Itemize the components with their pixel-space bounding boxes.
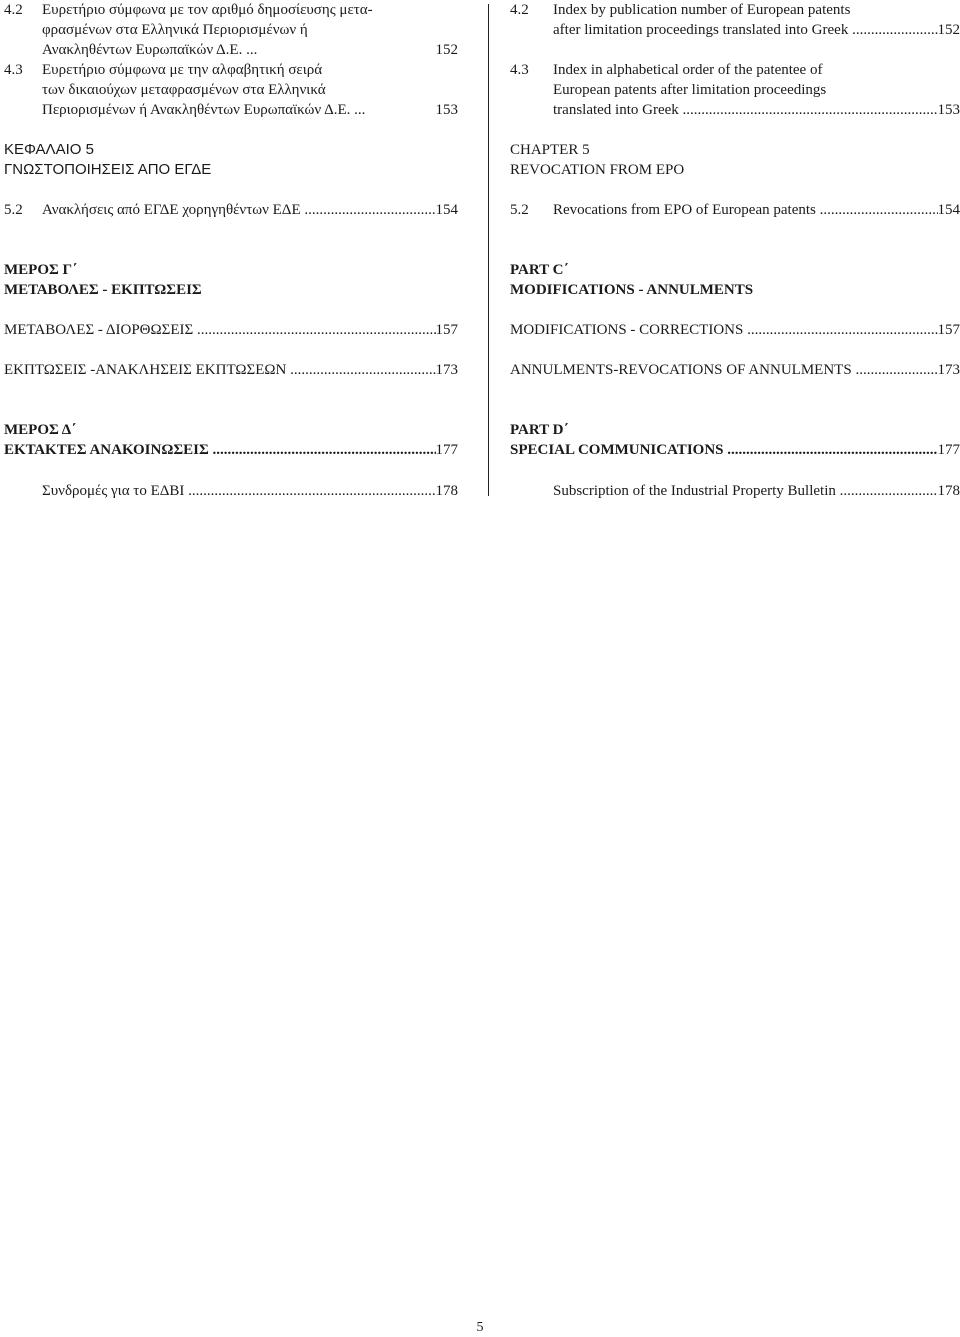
entry-text: SPECIAL COMMUNICATIONS ..... bbox=[510, 440, 938, 460]
entry-page: 178 bbox=[937, 483, 960, 499]
entry-number: 4.3 bbox=[4, 62, 23, 78]
entry-page: 152 bbox=[937, 22, 960, 38]
entry-number: 5.2 bbox=[4, 202, 23, 218]
entry-text: Ανακληθέντων Ευρωπαϊκών Δ.Ε. ... bbox=[42, 42, 258, 58]
toc-entry-4-3-gr[interactable] bbox=[4, 60, 458, 80]
toc-entry-4-2-en[interactable] bbox=[510, 0, 960, 20]
toc-entry-4-3-en[interactable] bbox=[510, 60, 960, 80]
toc-entry-5-2-gr[interactable] bbox=[4, 200, 458, 220]
entry-page: 157 bbox=[435, 322, 458, 338]
entry-page: 154 bbox=[937, 202, 960, 218]
part-c-title-en: MODIFICATIONS - ANNULMENTS bbox=[510, 282, 754, 298]
entry-page: 157 bbox=[937, 322, 960, 338]
entry-page: 153 bbox=[937, 102, 960, 118]
entry-page: 178 bbox=[435, 483, 458, 499]
toc-entry-subscription-en[interactable] bbox=[510, 481, 960, 501]
entry-text: ΜΕΤΑΒΟΛΕΣ - ΔΙΟΡΘΩΣΕΙΣ ..... bbox=[4, 320, 436, 340]
entry-number: 4.2 bbox=[510, 2, 529, 18]
entry-text-line1: Index by publication number of European patents bbox=[553, 2, 851, 18]
entry-page: 177 bbox=[435, 442, 458, 458]
entry-page: 152 bbox=[435, 42, 458, 58]
chapter-5-title-en: REVOCATION FROM EPO bbox=[510, 162, 685, 178]
entry-text: Subscription of the Industrial Property Bulletin ..... bbox=[553, 481, 938, 501]
part-c-heading-gr: ΜΕΡΟΣ Γ΄ bbox=[4, 262, 78, 278]
page-number: 5 bbox=[476, 1320, 484, 1335]
entry-text: Συνδρομές για το ΕΔΒΙ ..... bbox=[42, 481, 436, 501]
part-d-heading-en: PART D΄ bbox=[510, 422, 569, 438]
entry-text-line1: Index in alphabetical order of the patentee of bbox=[553, 62, 823, 78]
entry-text-line3 bbox=[42, 100, 458, 120]
entry-text-line1: Ευρετήριο σύμφωνα με τον αριθμό δημοσίευσης μετα- bbox=[42, 2, 373, 18]
column-divider bbox=[488, 4, 489, 496]
entry-number: 4.3 bbox=[510, 62, 529, 78]
entry-text: Revocations from EPO of European patents ..... bbox=[553, 200, 938, 220]
part-d-heading-gr: ΜΕΡΟΣ Δ΄ bbox=[4, 422, 77, 438]
chapter-5-title-gr: ΓΝΩΣΤΟΠΟΙΗΣΕΙΣ ΑΠΟ ΕΓΔΕ bbox=[4, 161, 212, 178]
part-c-title-gr: ΜΕΤΑΒΟΛΕΣ - ΕΚΠΤΩΣΕΙΣ bbox=[4, 282, 202, 298]
entry-text: after limitation proceedings translated into Greek ..... bbox=[553, 20, 938, 40]
toc-entry-subscription-gr[interactable] bbox=[4, 481, 458, 501]
toc-entry-annulments-en[interactable] bbox=[510, 360, 960, 380]
toc-entry-5-2-en[interactable] bbox=[510, 200, 960, 220]
entry-text: Ανακλήσεις από ΕΓΔΕ χορηγηθέντων ΕΔΕ ..... bbox=[42, 200, 436, 220]
toc-entry-modifications-en[interactable] bbox=[510, 320, 960, 340]
toc-entry-annulments-gr[interactable] bbox=[4, 360, 458, 380]
entry-page: 154 bbox=[435, 202, 458, 218]
part-c-heading-en: PART C΄ bbox=[510, 262, 569, 278]
entry-text-line2: φρασμένων στα Ελληνικά Περιορισμένων ή bbox=[42, 22, 308, 38]
toc-entry-modifications-gr[interactable] bbox=[4, 320, 458, 340]
entry-page: 173 bbox=[435, 362, 458, 378]
entry-page: 177 bbox=[937, 442, 960, 458]
entry-text-line2: European patents after limitation proceedings bbox=[553, 82, 827, 98]
entry-page: 173 bbox=[937, 362, 960, 378]
entry-text-line1: Ευρετήριο σύμφωνα με την αλφαβητική σειρά bbox=[42, 62, 323, 78]
entry-text-line2: των δικαιούχων μεταφρασμένων στα Ελληνικά bbox=[42, 82, 326, 98]
entry-page: 153 bbox=[435, 102, 458, 118]
entry-text: ΕΚΤΑΚΤΕΣ ΑΝΑΚΟΙΝΩΣΕΙΣ ..... bbox=[4, 440, 436, 460]
entry-text: translated into Greek ..... bbox=[553, 100, 938, 120]
toc-entry-4-2-gr[interactable] bbox=[4, 0, 458, 20]
chapter-5-heading-en: CHAPTER 5 bbox=[510, 142, 590, 158]
entry-text: Περιορισμένων ή Ανακληθέντων Ευρωπαϊκών Δ.Ε. ... bbox=[42, 102, 366, 118]
entry-text: MODIFICATIONS - CORRECTIONS ..... bbox=[510, 320, 938, 340]
entry-text-line2 bbox=[553, 20, 960, 40]
entry-number: 5.2 bbox=[510, 202, 529, 218]
entry-text-line3 bbox=[42, 40, 458, 60]
entry-text: ΕΚΠΤΩΣΕΙΣ -ΑΝΑΚΛΗΣΕΙΣ ΕΚΠΤΩΣΕΩΝ ..... bbox=[4, 360, 436, 380]
toc-entry-part-d-gr[interactable] bbox=[4, 440, 458, 460]
chapter-5-heading-gr: ΚΕΦΑΛΑΙΟ 5 bbox=[4, 141, 94, 158]
entry-text-line3 bbox=[553, 100, 960, 120]
entry-number: 4.2 bbox=[4, 2, 23, 18]
entry-text: ANNULMENTS-REVOCATIONS OF ANNULMENTS ..... bbox=[510, 360, 938, 380]
toc-entry-part-d-en[interactable] bbox=[510, 440, 960, 460]
